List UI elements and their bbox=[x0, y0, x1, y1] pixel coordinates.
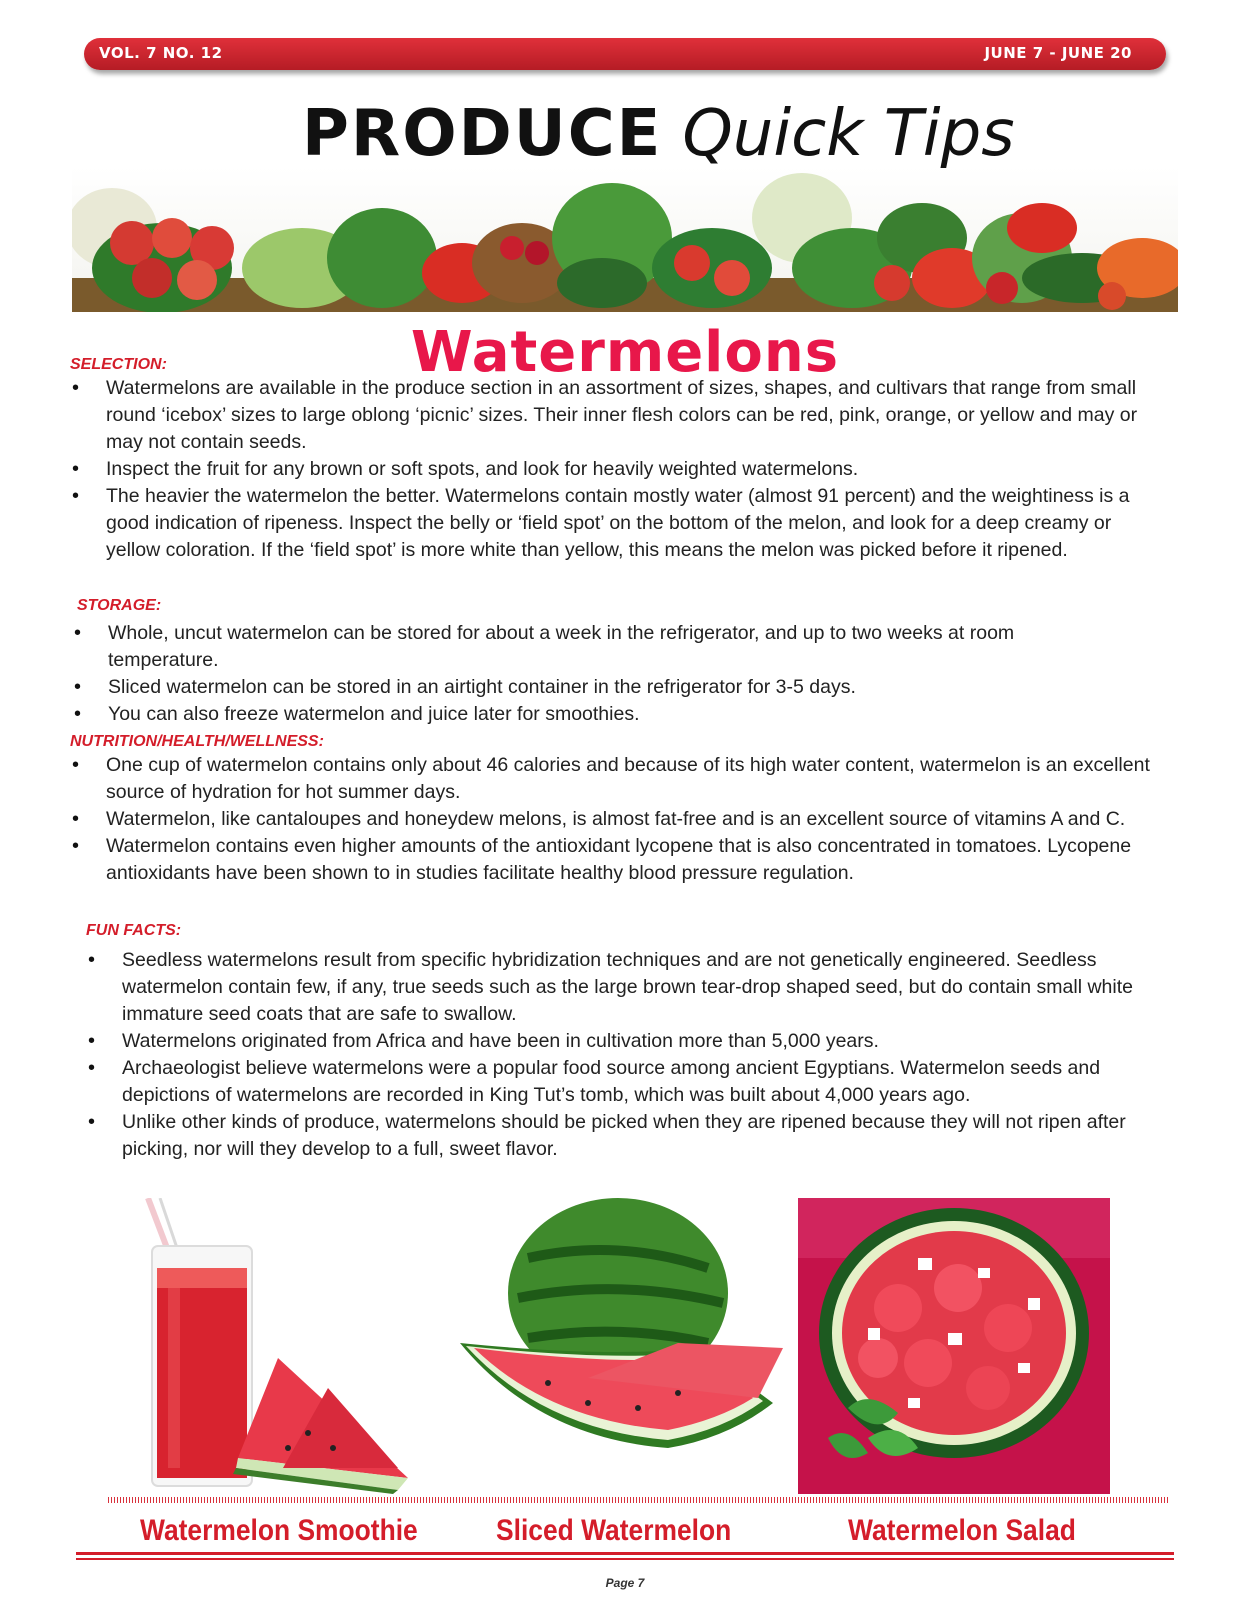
sliced-watermelon-photo bbox=[460, 1198, 783, 1448]
masthead-title-italic: Quick Tips bbox=[682, 97, 1015, 171]
masthead-title-bold: PRODUCE bbox=[302, 97, 663, 171]
issue-dates: JUNE 7 - JUNE 20 bbox=[984, 44, 1132, 62]
selection-list bbox=[72, 375, 1152, 564]
nutrition-heading: NUTRITION/HEALTH/WELLNESS: bbox=[70, 733, 324, 750]
fun-facts-list bbox=[88, 947, 1158, 1163]
list-item: • You can also freeze watermelon and juice later for smoothies. bbox=[74, 701, 1084, 728]
list-item: • Watermelons originated from Africa and have been in cultivation more than 5,000 years. bbox=[88, 1028, 1158, 1055]
masthead-title bbox=[302, 96, 1015, 171]
issue-banner bbox=[84, 38, 1166, 70]
list-item: • Sliced watermelon can be stored in an airtight container in the refrigerator for 3-5 days. bbox=[74, 674, 1084, 701]
list-item: • Archaeologist believe watermelons were a popular food source among ancient Egyptians. Watermelon seeds and depictions of watermelons are recorded in King Tut’s tomb, which was built about 4,000 years ago. bbox=[88, 1055, 1158, 1109]
caption-divider bbox=[108, 1497, 1168, 1503]
storage-list bbox=[74, 620, 1084, 728]
storage-heading: STORAGE: bbox=[77, 597, 162, 614]
fun-facts-heading: FUN FACTS: bbox=[86, 922, 182, 939]
watermelon-salad-photo bbox=[798, 1198, 1110, 1494]
list-item: • Watermelon, like cantaloupes and honeydew melons, is almost fat-free and is an excellent source of vitamins A and C. bbox=[72, 806, 1152, 833]
caption-sliced: Sliced Watermelon bbox=[496, 1514, 732, 1547]
masthead bbox=[72, 88, 1178, 312]
list-item: • One cup of watermelon contains only about 46 calories and because of its high water content, watermelon is an excellent source of hydration for hot summer days. bbox=[72, 752, 1152, 806]
list-item: • Unlike other kinds of produce, watermelons should be picked when they are ripened because they will not ripen after picking, nor will they develop to a full, sweet flavor. bbox=[88, 1109, 1158, 1163]
list-item: • Whole, uncut watermelon can be stored for about a week in the refrigerator, and up to two weeks at room temperature. bbox=[74, 620, 1084, 674]
list-item: • Inspect the fruit for any brown or soft spots, and look for heavily weighted watermelons. bbox=[72, 456, 1152, 483]
page-title: Watermelons bbox=[410, 320, 840, 385]
photo-row bbox=[108, 1198, 1170, 1494]
list-item: • The heavier the watermelon the better. Watermelons contain mostly water (almost 91 percent) and the weightiness is a good indication of ripeness. Inspect the belly or ‘field spot’ on the bottom of the melon, and look for a deep creamy or yellow coloration. If the ‘field spot’ is more white than yellow, this means the melon was picked before it ripened. bbox=[72, 483, 1152, 564]
smoothie-photo bbox=[148, 1198, 408, 1494]
vegetables-banner-image bbox=[72, 168, 1178, 312]
list-item: • Watermelons are available in the produce section in an assortment of sizes, shapes, and cultivars that range from small round ‘icebox’ sizes to large oblong ‘picnic’ sizes. Their inner flesh colors can be red, pink, orange, or yellow and may or may not contain seeds. bbox=[72, 375, 1152, 456]
footer-rule bbox=[76, 1552, 1174, 1555]
selection-heading: SELECTION: bbox=[70, 356, 167, 373]
page-number: Page 7 bbox=[605, 1576, 645, 1590]
list-item: • Seedless watermelons result from specific hybridization techniques and are not genetically engineered. Seedless watermelon contain few, if any, true seeds such as the large brown tear-drop shaped seed, but do contain small white immature seed coats that are safe to swallow. bbox=[88, 947, 1158, 1028]
caption-salad: Watermelon Salad bbox=[848, 1514, 1076, 1547]
list-item: • Watermelon contains even higher amounts of the antioxidant lycopene that is also concentrated in tomatoes. Lycopene antioxidants have been shown to in studies facilitate healthy blood pressure regulation. bbox=[72, 833, 1152, 887]
caption-smoothie: Watermelon Smoothie bbox=[140, 1514, 418, 1547]
volume-label: VOL. 7 NO. 12 bbox=[99, 44, 223, 62]
footer-rule-thin bbox=[76, 1558, 1174, 1560]
nutrition-list bbox=[72, 752, 1152, 887]
